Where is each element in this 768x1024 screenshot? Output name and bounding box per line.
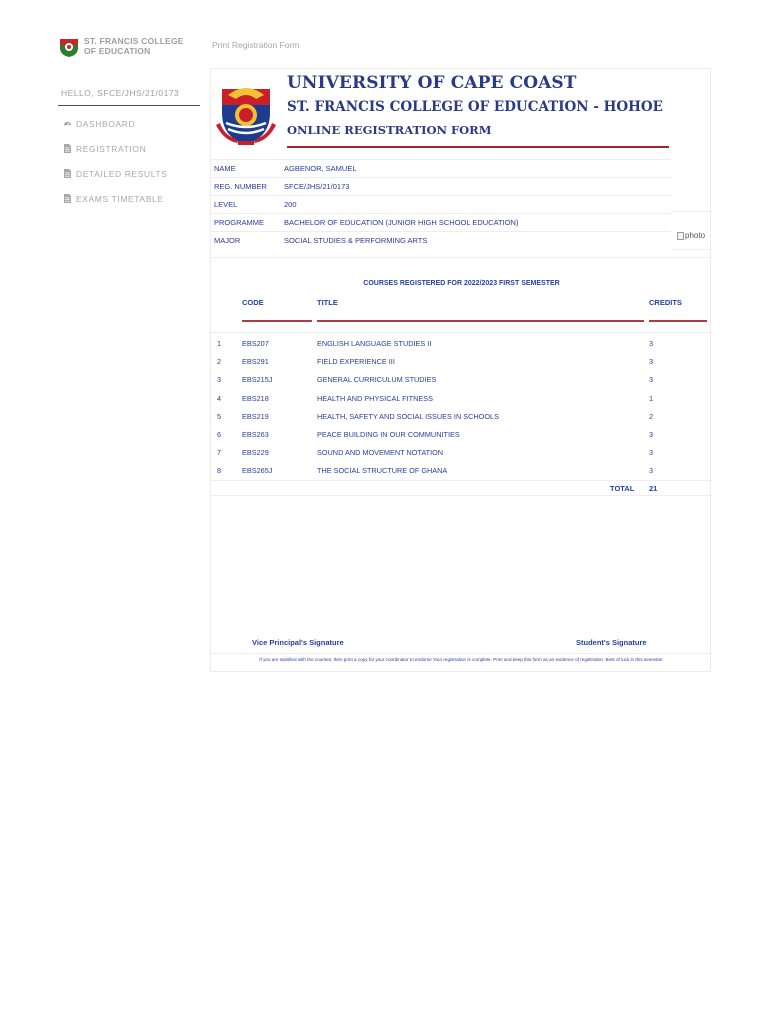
cell-credits: 3: [649, 466, 654, 476]
header-underline: [317, 320, 644, 322]
header-underline: [649, 320, 707, 322]
document-icon: [62, 169, 72, 179]
info-label: LEVEL: [214, 200, 238, 209]
cell-title: HEALTH, SAFETY AND SOCIAL ISSUES IN SCHOOLS: [317, 411, 499, 421]
sidebar-item-label: DASHBOARD: [76, 118, 136, 129]
table-row: [211, 459, 712, 477]
cell-title: ENGLISH LANGUAGE STUDIES II: [317, 339, 432, 348]
sidebar-item-dashboard[interactable]: [58, 111, 200, 136]
cell-code: EBS219: [242, 411, 269, 421]
sidebar-item-label: REGISTRATION: [76, 143, 147, 154]
college-logo-icon: [58, 36, 80, 58]
cell-number: 8: [217, 466, 222, 476]
info-row-major: [211, 231, 671, 249]
brand[interactable]: [58, 36, 198, 62]
divider: [671, 249, 712, 250]
table-row: [211, 350, 712, 368]
table-row: [211, 441, 712, 459]
info-label: MAJOR: [214, 236, 241, 245]
info-value: SOCIAL STUDIES & PERFORMING ARTS: [284, 236, 428, 245]
cell-title: HEALTH AND PHYSICAL FITNESS: [317, 393, 433, 403]
cell-credits: 1: [649, 393, 654, 403]
table-row: [211, 332, 712, 350]
document-icon: [62, 144, 72, 154]
student-photo: [677, 231, 705, 240]
column-header-credits: CREDITS: [649, 298, 682, 307]
course-rows: [211, 332, 712, 478]
college-name: ST. FRANCIS COLLEGE OF EDUCATION - HOHOE: [287, 99, 663, 115]
info-value: 200: [284, 200, 297, 209]
sidebar-item-label: EXAMS TIMETABLE: [76, 193, 164, 204]
sidebar: [58, 84, 200, 211]
breadcrumb: Print Registration Form: [212, 40, 300, 50]
cell-credits: 3: [649, 339, 654, 348]
sidebar-item-exams-timetable[interactable]: [58, 186, 200, 211]
column-header-title: TITLE: [317, 298, 338, 307]
registration-note: If you are satisfied with the courses, then print a copy for your coordinator to endorse Your registration is complete. Print and keep this form as an evidence of registration. Best of luck in this semester.: [259, 657, 664, 662]
university-crest-icon: [216, 75, 276, 147]
sidebar-item-detailed-results[interactable]: [58, 161, 200, 186]
table-row: [211, 387, 712, 405]
cell-title: THE SOCIAL STRUCTURE OF GHANA: [317, 466, 448, 476]
cell-number: 4: [217, 393, 222, 403]
courses-table: [211, 257, 712, 673]
photo-alt-text: photo: [685, 231, 706, 240]
info-row-reg-number: [211, 177, 671, 195]
info-row-programme: [211, 213, 671, 231]
cell-credits: 3: [649, 357, 654, 367]
student-signature: Student's Signature: [576, 638, 647, 647]
cell-code: EBS229: [242, 448, 269, 458]
cell-title: PEACE BUILDING IN OUR COMMUNITIES: [317, 429, 460, 439]
greeting: HELLO, SFCE/JHS/21/0173: [58, 84, 200, 106]
cell-code: EBS215J: [242, 375, 273, 385]
info-label: PROGRAMME: [214, 218, 265, 227]
cell-title: SOUND AND MOVEMENT NOTATION: [317, 448, 444, 458]
courses-title: COURSES REGISTERED FOR 2022/2023 FIRST SEMESTER: [363, 280, 560, 287]
document-icon: [62, 194, 72, 204]
cell-number: 6: [217, 429, 222, 439]
sidebar-item-registration[interactable]: [58, 136, 200, 161]
cell-credits: 3: [649, 375, 654, 385]
sidebar-item-label: DETAILED RESULTS: [76, 168, 168, 179]
total-credits: 21: [649, 484, 658, 493]
column-header-code: CODE: [242, 298, 264, 307]
university-name: UNIVERSITY OF CAPE COAST: [287, 73, 577, 93]
info-value: AGBENOR, SAMUEL: [284, 164, 357, 173]
broken-image-icon: [677, 232, 684, 240]
registration-form: [210, 68, 711, 672]
form-title: ONLINE REGISTRATION FORM: [287, 123, 492, 137]
cell-credits: 2: [649, 411, 654, 421]
info-value: BACHELOR OF EDUCATION (JUNIOR HIGH SCHOOL EDUCATION): [284, 218, 519, 227]
total-label: TOTAL: [610, 484, 635, 493]
cell-code: EBS291: [242, 357, 269, 367]
divider: [671, 211, 712, 212]
cell-code: EBS265J: [242, 466, 273, 476]
cell-number: 1: [217, 339, 222, 348]
info-value: SFCE/JHS/21/0173: [284, 182, 350, 191]
vice-principal-signature: Vice Principal's Signature: [252, 638, 344, 647]
divider: [211, 653, 712, 654]
cell-number: 3: [217, 375, 222, 385]
cell-title: GENERAL CURRICULUM STUDIES: [317, 375, 437, 385]
info-row-name: [211, 159, 671, 177]
cell-number: 2: [217, 357, 222, 367]
header-divider: [287, 146, 669, 148]
table-row: [211, 368, 712, 386]
cell-number: 7: [217, 448, 222, 458]
cell-credits: 3: [649, 448, 654, 458]
brand-name: ST. FRANCIS COLLEGE OF EDUCATION: [84, 36, 184, 56]
cell-code: EBS263: [242, 429, 269, 439]
dashboard-icon: [62, 119, 72, 129]
cell-code: EBS207: [242, 339, 269, 348]
info-row-level: [211, 195, 671, 213]
cell-number: 5: [217, 411, 222, 421]
table-row: [211, 423, 712, 441]
header-underline: [242, 320, 312, 322]
info-label: NAME: [214, 164, 236, 173]
table-row: [211, 405, 712, 423]
cell-code: EBS218: [242, 393, 269, 403]
info-label: REG. NUMBER: [214, 182, 267, 191]
total-row: [211, 480, 712, 496]
student-info: [211, 159, 671, 249]
cell-credits: 3: [649, 429, 654, 439]
cell-title: FIELD EXPERIENCE III: [317, 357, 395, 367]
